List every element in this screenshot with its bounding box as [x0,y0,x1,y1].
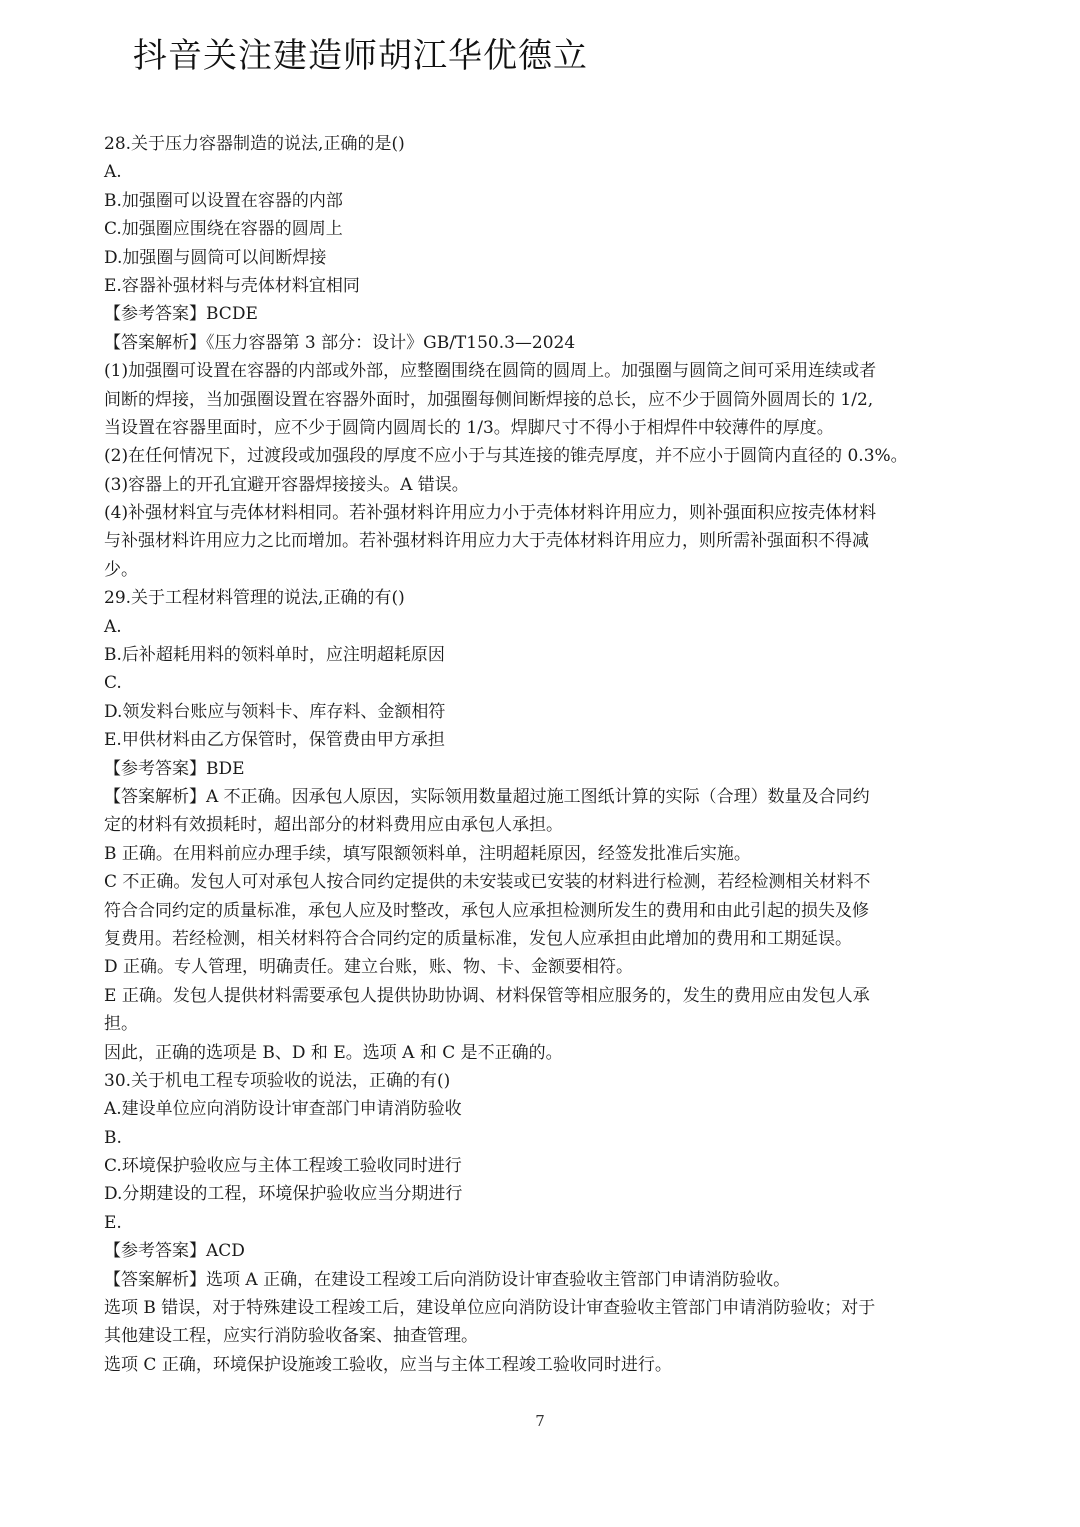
q28-option-b: B.加强圈可以设置在容器的内部 [104,190,343,211]
q28-analysis-line: (3)容器上的开孔宜避开容器焊接接头。A 错误。 [104,474,469,495]
q29-analysis-line: 因此，正确的选项是 B、D 和 E。选项 A 和 C 是不正确的。 [104,1042,563,1063]
q29-analysis-line: 定的材料有效损耗时，超出部分的材料费用应由承包人承担。 [104,815,563,836]
q30-analysis-line: 选项 B 错误，对于特殊建设工程竣工后，建设单位应向消防设计审查验收主管部门申请消防验收；对于 [104,1298,876,1319]
q30-option-a: A.建设单位应向消防设计审查部门申请消防验收 [104,1099,462,1120]
q28-option-d: D.加强圈与圆筒可以间断焊接 [104,247,327,268]
q28-analysis-line: 当设置在容器里面时，应不少于圆筒内圆周长的 1/3。焊脚尺寸不得小于相焊件中较薄件的厚度。 [104,417,834,438]
q29-analysis-line: D 正确。专人管理，明确责任。建立台账，账、物、卡、金额要相符。 [104,957,634,978]
q29-analysis-line: B 正确。在用料前应办理手续，填写限额领料单，注明超耗原因，经签发批准后实施。 [104,843,751,864]
q28-analysis-line: (1)加强圈可设置在容器的内部或外部，应整圈围绕在圆筒的圆周上。加强圈与圆筒之间可采用连续或者 [104,361,877,382]
q29-option-e: E.甲供材料由乙方保管时，保管费由甲方承担 [104,730,445,751]
q29-analysis-line: 复费用。若经检测，相关材料符合合同约定的质量标准，发包人应承担由此增加的费用和工期延误。 [104,928,852,949]
q28-analysis-line: (2)在任何情况下，过渡段或加强段的厚度不应小于与其连接的锥壳厚度，并不应小于圆筒内直径的 0.3%。 [104,446,908,467]
q29-answer: 【参考答案】BDE [104,758,245,779]
q28-option-c: C.加强圈应围绕在容器的圆周上 [104,219,343,240]
q29-option-b: B.后补超耗用料的领料单时，应注明超耗原因 [104,645,445,666]
q29-option-c: C. [104,673,122,694]
q28-analysis-line: 间断的焊接，当加强圈设置在容器外面时，加强圈每侧间断焊接的总长，应不少于圆筒外圆周长的 1/2, [104,389,874,410]
q30-option-d: D.分期建设的工程，环境保护验收应当分期进行 [104,1184,463,1205]
q30-option-c: C.环境保护验收应与主体工程竣工验收同时进行 [104,1156,462,1177]
q28-analysis-line: (4)补强材料宜与壳体材料相同。若补强材料许用应力小于壳体材料许用应力，则补强面积应按壳体材料 [104,503,877,524]
q30-analysis-line: 其他建设工程，应实行消防验收备案、抽查管理。 [104,1326,478,1347]
q29-analysis-line: C 不正确。发包人可对承包人按合同约定提供的未安装或已安装的材料进行检测，若经检测相关材料不 [104,872,871,893]
question-30-stem: 30.关于机电工程专项验收的说法，正确的有() [104,1070,451,1091]
q28-option-e: E.容器补强材料与壳体材料宜相同 [104,275,360,296]
q29-option-a: A. [104,616,122,637]
question-29-stem: 29.关于工程材料管理的说法,正确的有() [104,588,405,609]
q29-analysis-line: E 正确。发包人提供材料需要承包人提供协助协调、材料保管等相应服务的，发生的费用应由发包人承 [104,985,870,1006]
q30-option-e: E. [104,1212,122,1233]
q30-analysis-line: 【答案解析】选项 A 正确，在建设工程竣工后向消防设计审查验收主管部门申请消防验收。 [104,1269,791,1290]
q28-option-a: A. [104,162,122,183]
q28-analysis-heading: 【答案解析】《压力容器第 3 部分：设计》GB/T150.3—2024 [104,332,576,353]
q30-option-b: B. [104,1127,122,1148]
q29-analysis-line: 担。 [104,1014,138,1035]
q28-analysis-line: 与补强材料许用应力之比而增加。若补强材料许用应力大于壳体材料许用应力，则所需补强面积不得减 [104,531,869,552]
question-28-stem: 28.关于压力容器制造的说法,正确的是() [104,134,405,154]
q28-analysis-line: 少。 [104,559,138,580]
q30-answer: 【参考答案】ACD [104,1241,245,1262]
q29-analysis-line: 【答案解析】A 不正确。因承包人原因，实际领用数量超过施工图纸计算的实际（合理）数量及合同约 [104,786,870,807]
q29-option-d: D.领发料台账应与领料卡、库存料、金额相符 [104,701,446,722]
page-number: 7 [535,1412,545,1430]
document-body [104,130,974,1379]
q28-answer: 【参考答案】BCDE [104,304,258,325]
q30-analysis-line: 选项 C 正确，环境保护设施竣工验收，应当与主体工程竣工验收同时进行。 [104,1354,672,1375]
q29-analysis-line: 符合合同约定的质量标准，承包人应及时整改，承包人应承担检测所发生的费用和由此引起的损失及修 [104,900,869,921]
page-header-title: 抖音关注建造师胡江华优德立 [133,36,588,76]
